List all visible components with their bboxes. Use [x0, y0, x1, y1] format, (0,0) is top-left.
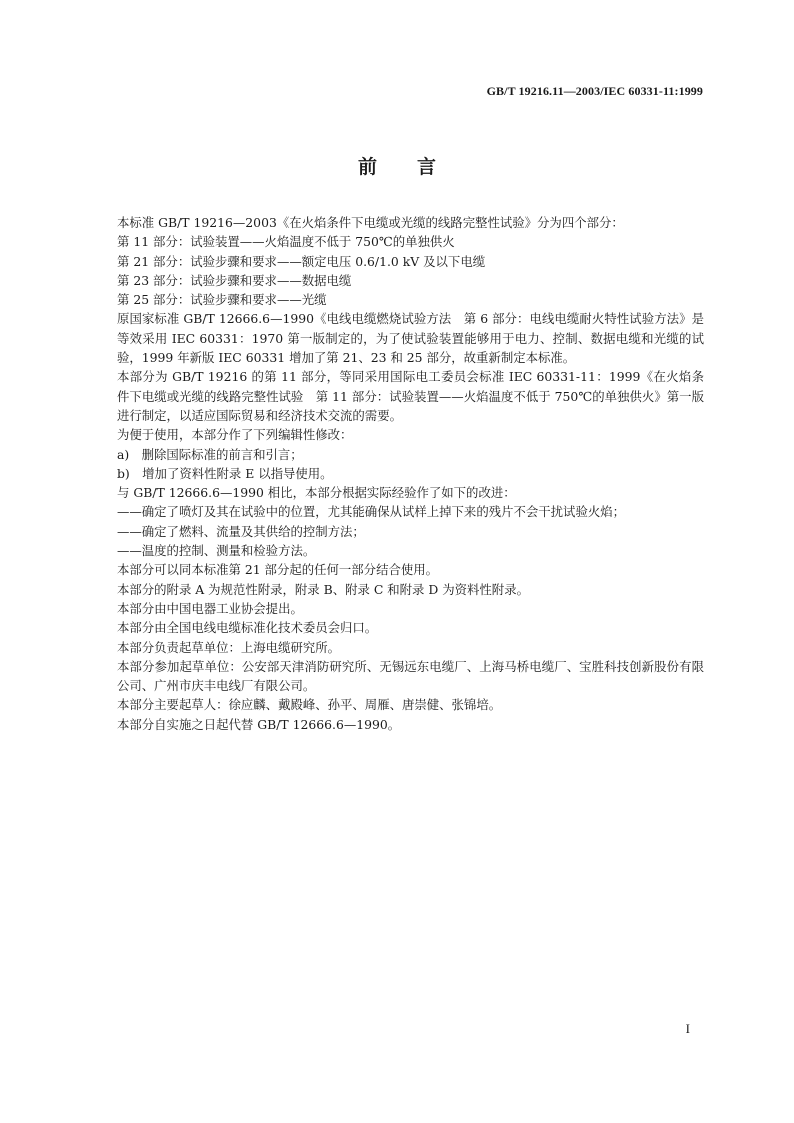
list-item: a) 删除国际标准的前言和引言；: [117, 446, 303, 462]
paragraph: 本部分自实施之日起代替 GB/T 12666.6—1990。: [117, 716, 401, 732]
list-item: ——确定了喷灯及其在试验中的位置，尤其能确保从试样上掉下来的残片不会干扰试验火焰；: [117, 504, 626, 520]
paragraph: 本部分负责起草单位：上海电缆研究所。: [117, 639, 341, 655]
page-title: 前言: [357, 156, 476, 178]
foreword-body: [117, 213, 704, 734]
paragraph: 第 25 部分：试验步骤和要求——光缆: [117, 292, 327, 308]
paragraph: 本部分主要起草人：徐应麟、戴殿峰、孙平、周雁、唐崇健、张锦培。: [117, 697, 502, 713]
paragraph: 第 11 部分：试验装置——火焰温度不低于 750℃的单独供火: [117, 234, 455, 250]
paragraph: 第 23 部分：试验步骤和要求——数据电缆: [117, 272, 352, 288]
paragraph: 与 GB/T 12666.6—1990 相比，本部分根据实际经验作了如下的改进：: [117, 485, 516, 501]
paragraph: 本部分由全国电线电缆标准化技术委员会归口。: [117, 620, 378, 636]
paragraph: 本部分为 GB/T 19216 的第 11 部分，等同采用国际电工委员会标准 IEC 60331-11：1999《在火焰条件下电缆或光缆的线路完整性试验 第 11 部分：试验装置——火焰温度不低于 750℃的单独供火》第一版进行制定，以适应国际贸易和经济技术交流的需要。: [117, 369, 704, 423]
list-item: ——温度的控制、测量和检验方法。: [117, 543, 316, 559]
paragraph: 原国家标准 GB/T 12666.6—1990《电线电缆燃烧试验方法 第 6 部分：电线电缆耐火特性试验方法》是等效采用 IEC 60331：1970 第一版制定的，为了使试验装置能够用于电力、控制、数据电缆和光缆的试验，1999 年新版 IEC 60331 增加了第 21、23 和 25 部分，故重新制定本标准。: [117, 311, 704, 366]
paragraph: 第 21 部分：试验步骤和要求——额定电压 0.6/1.0 kV 及以下电缆: [117, 253, 486, 269]
paragraph: 为便于使用，本部分作了下列编辑性修改：: [117, 427, 353, 443]
paragraph: 本部分由中国电器工业协会提出。: [117, 600, 303, 616]
list-item: b) 增加了资料性附录 E 以指导使用。: [117, 465, 333, 481]
header-standard-number: GB/T 19216.11—2003/IEC 60331-11:1999: [486, 84, 703, 98]
list-item: ——确定了燃料、流量及其供给的控制方法；: [117, 523, 365, 539]
page-number: I: [685, 1021, 690, 1036]
paragraph: 本部分的附录 A 为规范性附录，附录 B、附录 C 和附录 D 为资料性附录。: [117, 581, 529, 597]
paragraph: 本标准 GB/T 19216—2003《在火焰条件下电缆或光缆的线路完整性试验》分为四个部分：: [117, 215, 624, 230]
paragraph: 本部分参加起草单位：公安部天津消防研究所、无锡远东电缆厂、上海马桥电缆厂、宝胜科技创新股份有限公司、广州市庆丰电线厂有限公司。: [117, 658, 704, 694]
paragraph: 本部分可以同本标准第 21 部分起的任何一部分结合使用。: [117, 562, 439, 578]
